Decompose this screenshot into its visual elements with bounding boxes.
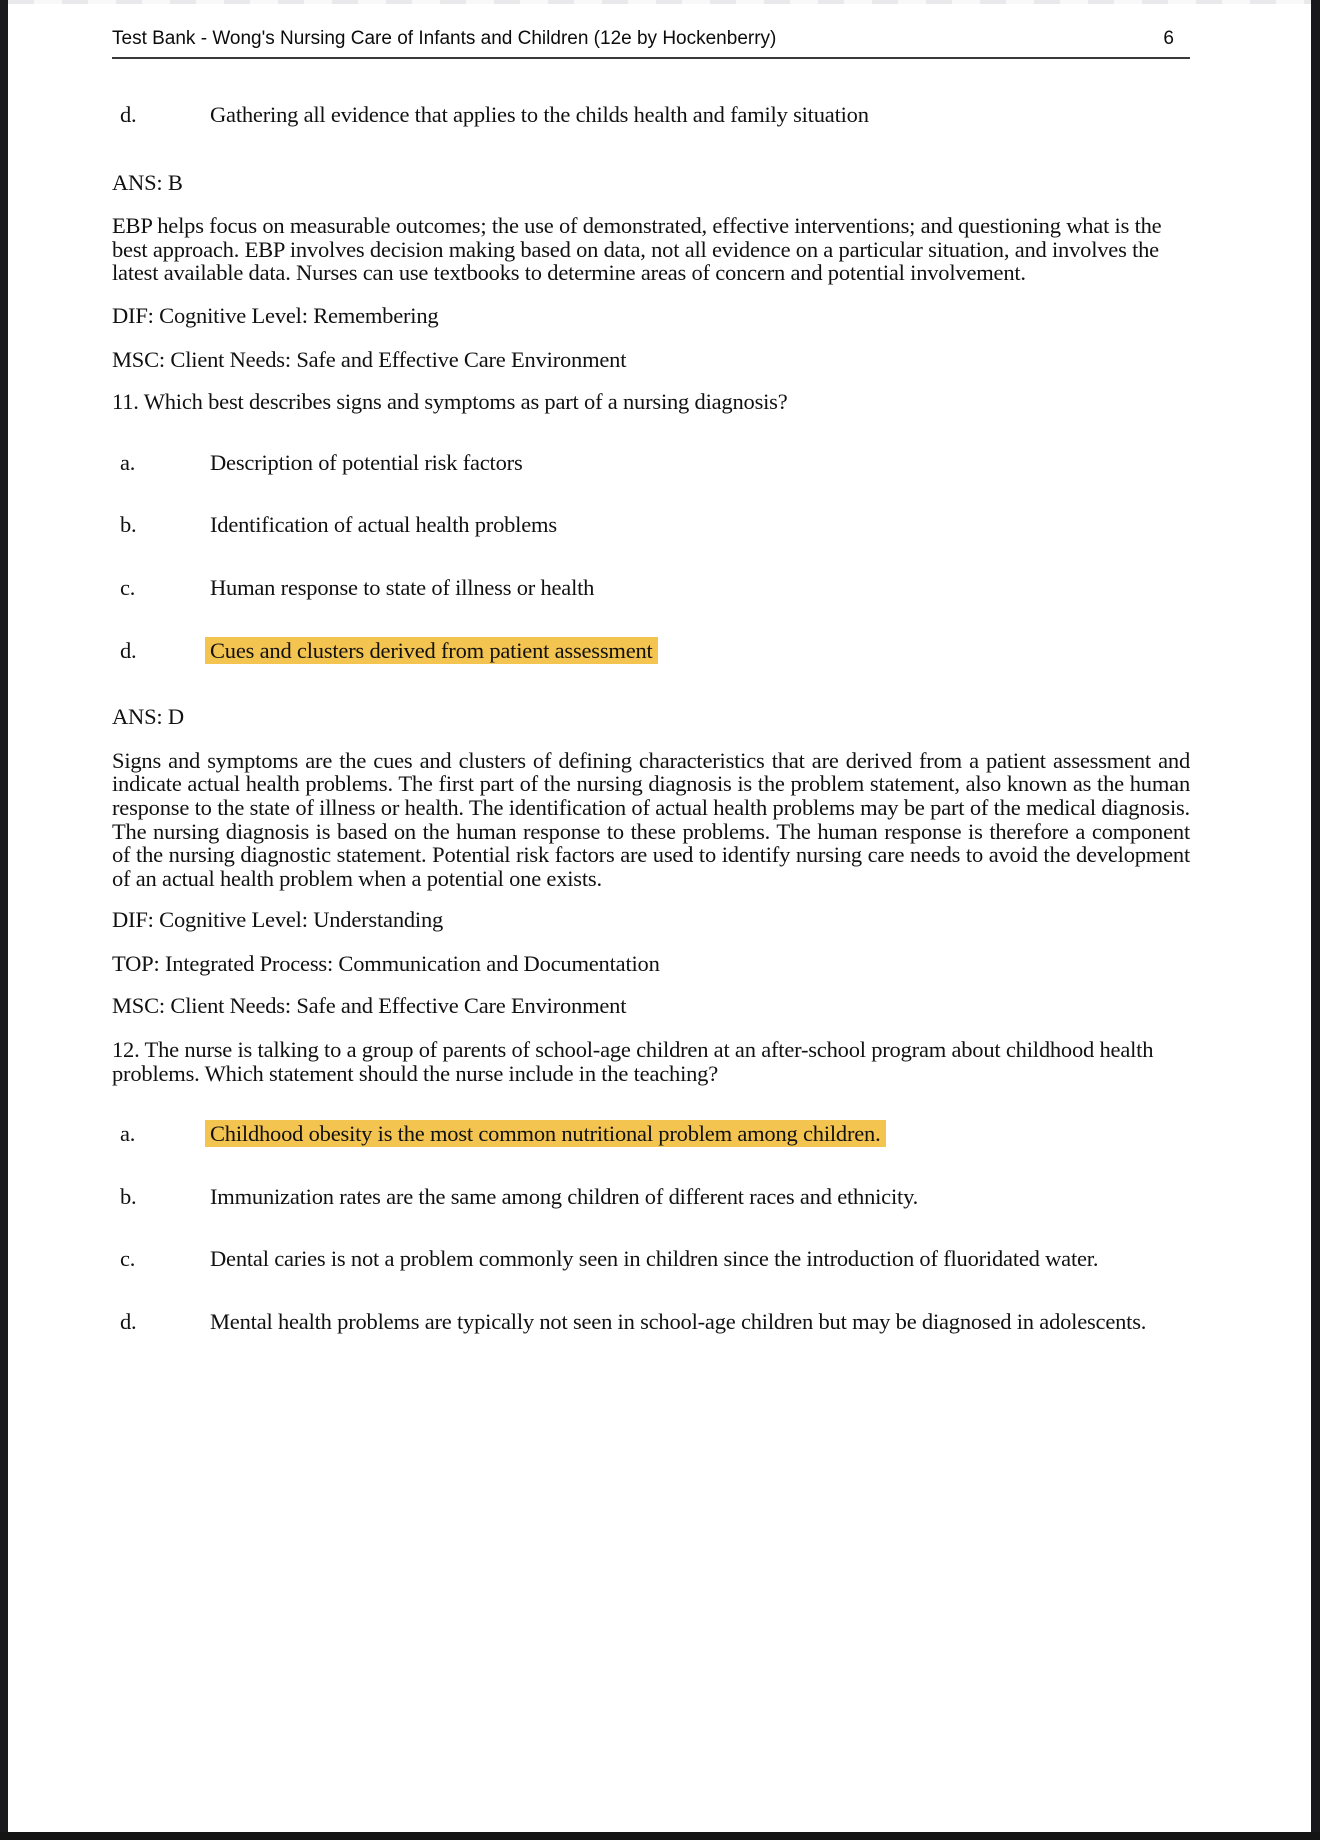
rationale-paragraph: EBP helps focus on measurable outcomes; the use of demonstrated, effective interventions; and questioning what is the best approach. EBP involves decision making based on data, not all evidence on a particular situation, and involves the latest available data. Nurses can use textbooks to determine areas of concern and potential involvement. <box>112 213 1162 286</box>
option-text: Description of potential risk factors <box>210 449 523 475</box>
option-row <box>112 513 1190 537</box>
option-text: Mental health problems are typically not seen in school-age children but may be diagnosed in adolescents. <box>210 1309 1147 1335</box>
option-letter: a. <box>120 1121 136 1147</box>
dif-line: DIF: Cognitive Level: Understanding <box>112 907 444 933</box>
option-row <box>112 1310 1190 1334</box>
page-header <box>112 28 1190 59</box>
option-letter: c. <box>120 1246 136 1272</box>
page-title: Test Bank - Wong's Nursing Care of Infants and Children (12e by Hockenberry) <box>112 28 777 49</box>
option-row <box>112 576 1190 600</box>
option-text: Gathering all evidence that applies to the childs health and family situation <box>210 102 869 127</box>
option-row <box>112 1122 1190 1146</box>
option-letter: c. <box>120 574 136 600</box>
option-row <box>112 1247 1190 1271</box>
highlighted-answer-text: Cues and clusters derived from patient assessment <box>205 637 658 664</box>
answer-line: ANS: D <box>112 704 184 730</box>
document-page <box>112 0 1190 1334</box>
scan-edge-right <box>1311 0 1320 1840</box>
option-text: Identification of actual health problems <box>210 512 557 538</box>
option-text: Dental caries is not a problem commonly seen in children since the introduction of fluoridated water. <box>210 1246 1099 1272</box>
option-letter: d. <box>120 102 137 127</box>
scan-edge-bottom <box>0 1832 1320 1840</box>
option-letter: d. <box>120 637 137 663</box>
question-stem: 11. Which best describes signs and symptoms as part of a nursing diagnosis? <box>112 389 788 415</box>
question-stem: 12. The nurse is talking to a group of parents of school-age children at an after-school program about childhood health problems. Which statement should the nurse include in the teaching? <box>112 1037 1154 1086</box>
highlighted-answer-text: Childhood obesity is the most common nutritional problem among children. <box>205 1120 886 1147</box>
option-letter: b. <box>120 512 137 538</box>
option-text: Immunization rates are the same among children of different races and ethnicity. <box>210 1183 919 1209</box>
answer-line: ANS: B <box>112 169 183 195</box>
option-row <box>112 1185 1190 1209</box>
option-row <box>112 451 1190 475</box>
option-row <box>112 639 1190 663</box>
top-line: TOP: Integrated Process: Communication and Documentation <box>112 950 660 976</box>
option-text: Human response to state of illness or health <box>210 574 595 600</box>
option-letter: a. <box>120 449 136 475</box>
dif-line: DIF: Cognitive Level: Remembering <box>112 302 439 328</box>
scan-edge-left <box>0 0 8 1840</box>
page-number: 6 <box>1163 28 1174 49</box>
option-letter: b. <box>120 1183 137 1209</box>
option-letter: d. <box>120 1309 137 1335</box>
msc-line: MSC: Client Needs: Safe and Effective Care Environment <box>112 346 627 372</box>
msc-line: MSC: Client Needs: Safe and Effective Care Environment <box>112 993 627 1019</box>
rationale-paragraph: Signs and symptoms are the cues and clusters of defining characteristics that are derived from a patient assessment and indicate actual health problems. The first part of the nursing diagnosis is the problem statement, also known as the human response to the state of illness or health. The identification of actual health problems may be part of the medical diagnosis. The nursing diagnosis is based on the human response to these problems. The human response is therefore a component of the nursing diagnostic statement. Potential risk factors are used to identify nursing care needs to avoid the development of an actual health problem when a potential one exists. <box>112 747 1190 891</box>
option-row <box>112 103 1190 127</box>
